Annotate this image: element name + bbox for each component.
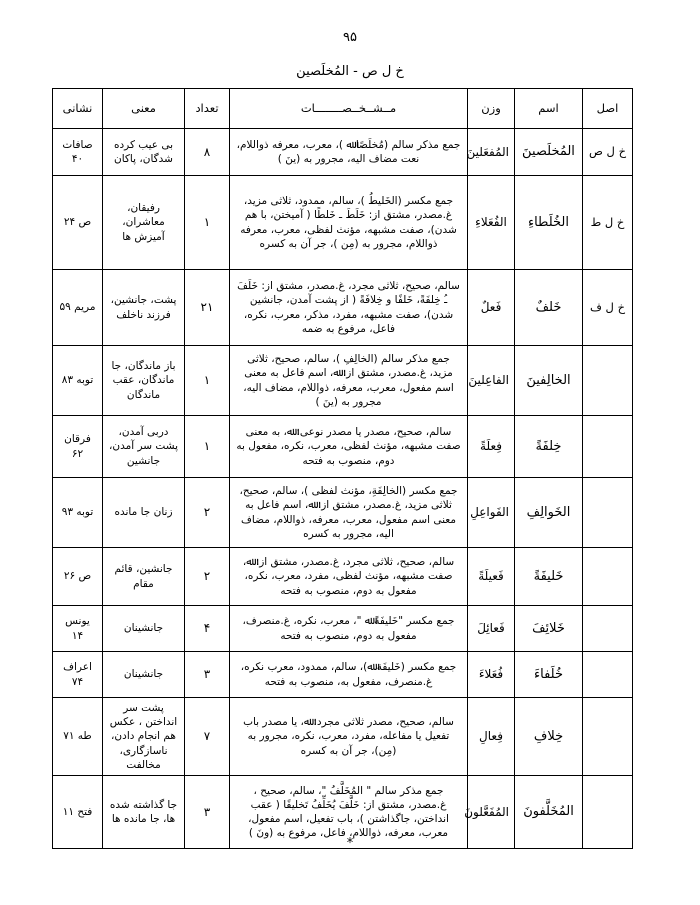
page-number: ۹۵ — [343, 30, 357, 45]
pattern-cell: فِعالِ — [468, 698, 515, 776]
word-cell: المُخلَصینَ — [515, 129, 583, 176]
word-cell: خَلفٌ — [515, 270, 583, 346]
meaning-cell: بی عیب کرده شدگان، پاکان — [103, 129, 185, 176]
spec-cell: سالم، صحیح، مصدر ثلاثی مجرد: ﷲ، یا مصدر باب تفعیل یا مفاعله، مفرد، معرب، نکره، مجرور به (مِن)، جر آن به کسره — [230, 698, 468, 776]
ref-cell: توبه ۹۳ — [53, 478, 103, 548]
spec-cell: جمع مکسر (الخَلیطُ )، سالم، ممدود، ثلاثی مزید، غ.مصدر، مشتق از: خَلَطَ ـ خَلطًا ( آمیختن، با هم شدن)، صفت مشبهه، مؤنث لفظی، معرب، معرفه ذواللام، مجرور به (مِن )، جر آن به کسره — [230, 176, 468, 270]
count-cell: ۲۱ — [185, 270, 230, 346]
ref-cell: ص ۲۶ — [53, 548, 103, 606]
word-cell: خَلائِفَ — [515, 606, 583, 652]
count-cell: ۴ — [185, 606, 230, 652]
count-cell: ۱ — [185, 346, 230, 416]
pattern-cell: المُفعَلینَ — [468, 129, 515, 176]
spec-cell: جمع مکسر (خَلیفَة ﷲ)، سالم، ممدود، معرب نکره، غ.منصرف، مفعول به، منصوب به فتحه — [230, 652, 468, 698]
root-cell: خ ل ط — [583, 176, 633, 270]
spec-cell: سالم، صحیح، ثلاثی مجرد، غ.مصدر، مشتق از: ﷲ، صفت مشبهه، مؤنث لفظی، مفرد، معرب، نکره، مفعول به دوم، منصوب به فتحه — [230, 548, 468, 606]
table-row — [53, 548, 633, 606]
count-cell: ۷ — [185, 698, 230, 776]
root-cell — [583, 606, 633, 652]
word-cell: خُلَفاءَ — [515, 652, 583, 698]
word-cell: الخَوالِفِ — [515, 478, 583, 548]
header-ref: نشانی — [53, 89, 103, 129]
pattern-cell: فَعائِلَ — [468, 606, 515, 652]
word-cell: خِلفَةً — [515, 416, 583, 478]
meaning-cell: پشت سر انداختن ، عکس هم انجام دادن، ناسازگاری، مخالفت — [103, 698, 185, 776]
word-cell: الخُلَطاءِ — [515, 176, 583, 270]
spec-cell: جمع مذکر سالم (الخالِفِ )، سالم، صحیح، ثلاثی مزید، غ.مصدر، مشتق از: ﷲ، اسم فاعل به معنی اسم مفعول، معرب، معرفه، ذواللام، مضاف الیه، مجرور به (ینَ ) — [230, 346, 468, 416]
pattern-cell: الفَواعِلِ — [468, 478, 515, 548]
table-row — [53, 652, 633, 698]
root-cell: خ ل ص — [583, 129, 633, 176]
meaning-cell: جانشین، قائم مقام — [103, 548, 185, 606]
pattern-cell: الفُعَلاءِ — [468, 176, 515, 270]
table-row — [53, 346, 633, 416]
meaning-cell: پشت، جانشین، فرزند ناخلف — [103, 270, 185, 346]
count-cell: ۳ — [185, 775, 230, 848]
table-row — [53, 478, 633, 548]
word-cell: خِلافِ — [515, 698, 583, 776]
meaning-cell: جانشینان — [103, 606, 185, 652]
count-cell: ۲ — [185, 548, 230, 606]
pattern-cell: فَعیلَةً — [468, 548, 515, 606]
header-row — [53, 89, 633, 129]
ref-cell: ص ۲۴ — [53, 176, 103, 270]
count-cell: ۸ — [185, 129, 230, 176]
meaning-cell: زنان جا مانده — [103, 478, 185, 548]
meaning-cell: جا گذاشته شده ها، جا مانده ها — [103, 775, 185, 848]
ref-cell: مریم ۵۹ — [53, 270, 103, 346]
word-cell: المُخَلَّفونَ — [515, 775, 583, 848]
header-root: اصل — [583, 89, 633, 129]
header-meaning: معنی — [103, 89, 185, 129]
root-cell: خ ل ف — [583, 270, 633, 346]
pattern-cell: فَعلٌ — [468, 270, 515, 346]
spec-cell: جمع مکسر (الخالِفَةِ، مؤنث لفظی )، سالم، صحیح، ثلاثی مزید، غ.مصدر، مشتق از: ﷲ، اسم فاعل به معنی اسم مفعول، معرب، معرفه، ذواللام، مضاف الیه، مجرور به کسره — [230, 478, 468, 548]
table-row — [53, 698, 633, 776]
footer-mark: * — [346, 836, 354, 851]
meaning-cell: جانشینان — [103, 652, 185, 698]
pattern-cell: المُفَعَّلونَ — [468, 775, 515, 848]
word-cell: الخالِفینَ — [515, 346, 583, 416]
ref-cell: صافات ۴۰ — [53, 129, 103, 176]
pattern-cell: الفاعِلینَ — [468, 346, 515, 416]
spec-cell: سالم، صحیح، ثلاثی مجرد، غ.مصدر، مشتق از: خَلَفَ ـُ خِلفَةً، خَلفًا و خِلافَةً ( از پشت آمدن، جانشین شدن)، صفت مشبهه، مفرد، مذکر، معرب، نکره، فاعل، مرفوع به ضمه — [230, 270, 468, 346]
ref-cell: طه ۷۱ — [53, 698, 103, 776]
header-word: اسم — [515, 89, 583, 129]
count-cell: ۱ — [185, 176, 230, 270]
count-cell: ۲ — [185, 478, 230, 548]
ref-cell: فرقان ۶۲ — [53, 416, 103, 478]
spec-cell: جمع مذکر سالم " المُخَلَّفُ "، سالم، صحیح ، غ.مصدر، مشتق از: خَلَّفَ یُخَلِّفُ تَخلیفًا ( عقب انداختن، جاگذاشتن )، باب تفعیل، اسم مفعول، معرب، معرفه، ذواللام، فاعل، مرفوع به (ونَ ) — [230, 775, 468, 848]
spec-cell: جمع مذکر سالم (مُخلَصًا ﷲ )، معرب، معرفه ذواللام، نعت مضاف الیه، مجرور به (ینَ ) — [230, 129, 468, 176]
word-cell: خَلیفَةً — [515, 548, 583, 606]
table-row — [53, 176, 633, 270]
header-pattern: وزن — [468, 89, 515, 129]
meaning-cell: رفیقان، معاشران، آمیزش ها — [103, 176, 185, 270]
ref-cell: توبه ۸۳ — [53, 346, 103, 416]
table-row — [53, 270, 633, 346]
count-cell: ۱ — [185, 416, 230, 478]
table-row — [53, 129, 633, 176]
meaning-cell: دربی آمدن، پشت سر آمدن، جانشین — [103, 416, 185, 478]
pattern-cell: فُعَلاءَ — [468, 652, 515, 698]
ref-cell: فتح ۱۱ — [53, 775, 103, 848]
header-spec: مــشــخــصــــــــات — [230, 89, 468, 129]
ref-cell: اعراف ۷۴ — [53, 652, 103, 698]
meaning-cell: باز ماندگان، جا ماندگان، عقب ماندگان — [103, 346, 185, 416]
ref-cell: یونس ۱۴ — [53, 606, 103, 652]
spec-cell: سالم، صحیح، مصدر یا مصدر نوعی: ﷲ، به معنی صفت مشبهه، مؤنث لفظی، معرب، نکره، مفعول به دوم، منصوب به فتحه — [230, 416, 468, 478]
page-title: خ ل ص - المُخلَصین — [296, 64, 404, 79]
root-cell — [583, 416, 633, 478]
root-cell — [583, 698, 633, 776]
pattern-cell: فِعلَةً — [468, 416, 515, 478]
count-cell: ۳ — [185, 652, 230, 698]
root-cell — [583, 346, 633, 416]
root-cell — [583, 478, 633, 548]
table-row — [53, 416, 633, 478]
spec-cell: جمع مکسر "خَلیفَةً ﷲ "، معرب، نکره، غ.منصرف، مفعول به دوم، منصوب به فتحه — [230, 606, 468, 652]
header-count: تعداد — [185, 89, 230, 129]
lexicon-table — [52, 88, 633, 849]
table-row — [53, 606, 633, 652]
root-cell — [583, 652, 633, 698]
root-cell — [583, 548, 633, 606]
